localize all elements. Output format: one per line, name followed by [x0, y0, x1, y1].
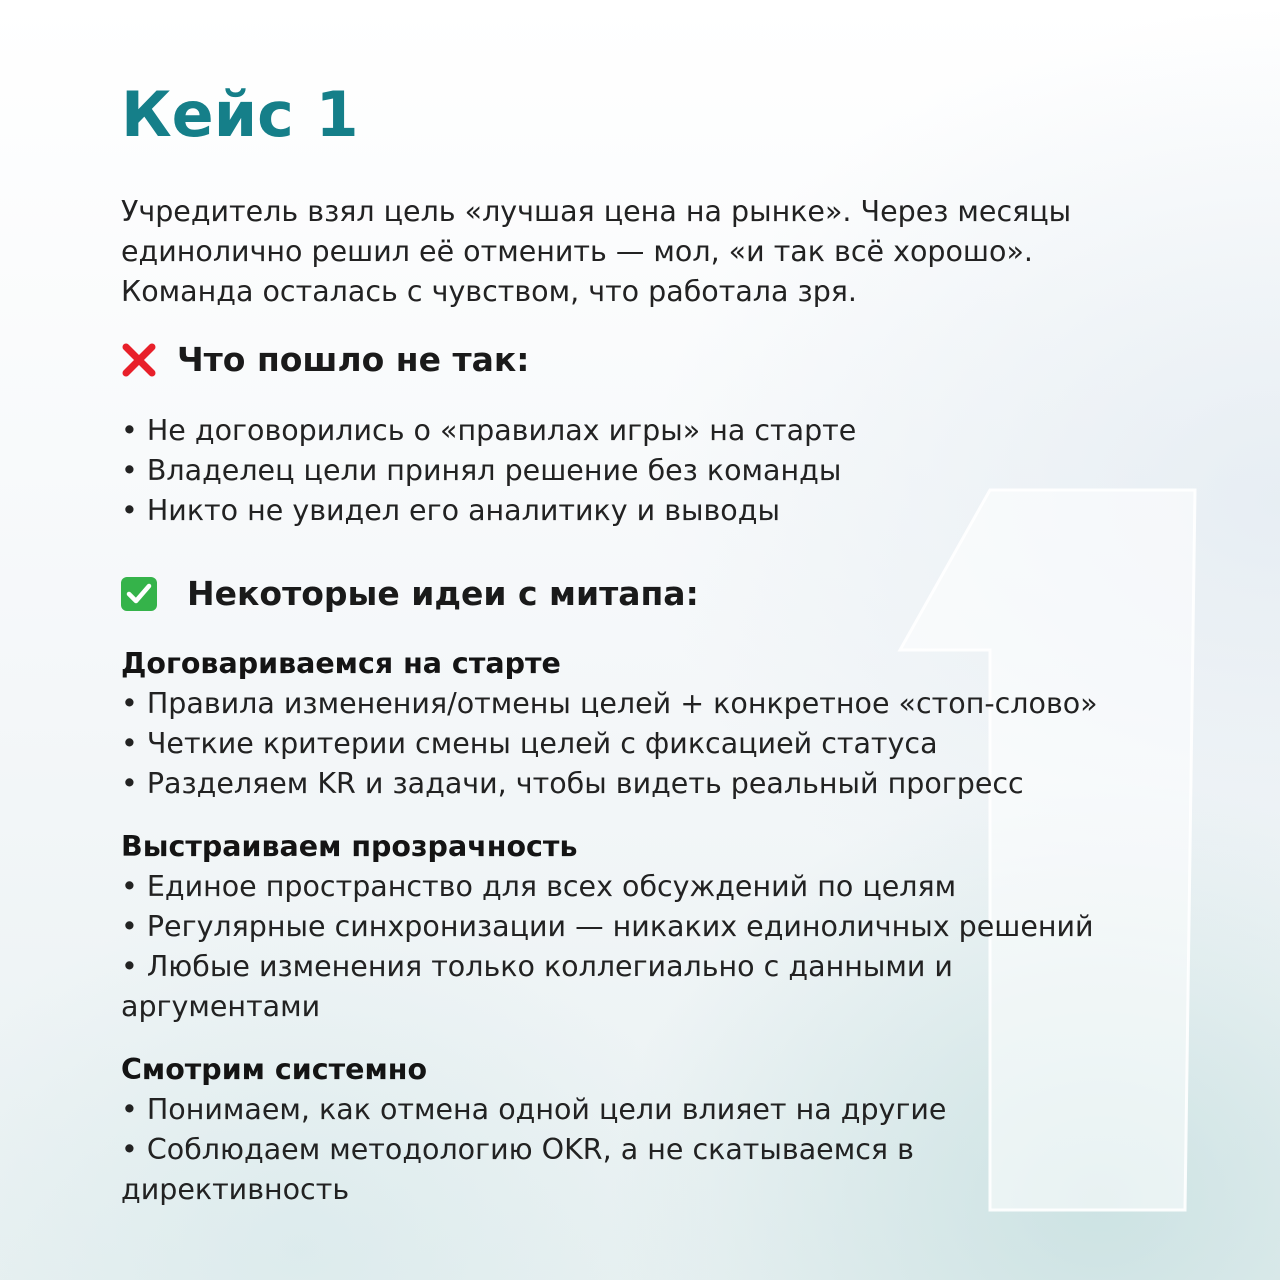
list-item: • Никто не увидел его аналитику и выводы — [121, 494, 780, 527]
list-item: • Любые изменения только коллегиально с данными и аргументами — [121, 950, 953, 1023]
group-title: Смотрим системно — [121, 1053, 428, 1086]
list-item: • Четкие критерии смены целей с фиксацией статуса — [121, 727, 938, 760]
cross-mark-icon — [121, 342, 157, 378]
list-item: • Единое пространство для всех обсуждений по целям — [121, 870, 957, 903]
list-item: • Понимаем, как отмена одной цели влияет на другие — [121, 1093, 947, 1126]
wrong-section-heading — [121, 340, 529, 379]
ideas-section-heading — [121, 574, 699, 613]
ideas-group-transparency — [121, 827, 1161, 1027]
ideas-group-systemic — [121, 1050, 1161, 1210]
group-title: Договариваемся на старте — [121, 647, 561, 680]
list-item: • Разделяем KR и задачи, чтобы видеть реальный прогресс — [121, 767, 1024, 800]
intro-paragraph: Учредитель взял цель «лучшая цена на рынке». Через месяцы единолично решил её отменить — мол, «и так всё хорошо». Команда осталась с чувством, что работала зря. — [121, 195, 1072, 308]
list-item: • Правила изменения/отмены целей + конкретное «стоп-слово» — [121, 687, 1098, 720]
ideas-group-start — [121, 644, 1161, 804]
list-item: • Соблюдаем методологию OKR, а не скатываемся в директивность — [121, 1133, 914, 1206]
page-title: Кейс 1 — [121, 78, 359, 151]
wrong-list — [121, 411, 1161, 531]
group-title: Выстраиваем прозрачность — [121, 830, 578, 863]
wrong-heading-text: Что пошло не так: — [177, 340, 530, 379]
list-item: • Владелец цели принял решение без команды — [121, 454, 842, 487]
list-item: • Регулярные синхронизации — никаких единоличных решений — [121, 910, 1094, 943]
list-item: • Не договорились о «правилах игры» на старте — [121, 414, 857, 447]
check-mark-icon — [121, 577, 157, 611]
ideas-heading-text: Некоторые идеи с митапа: — [187, 574, 699, 613]
